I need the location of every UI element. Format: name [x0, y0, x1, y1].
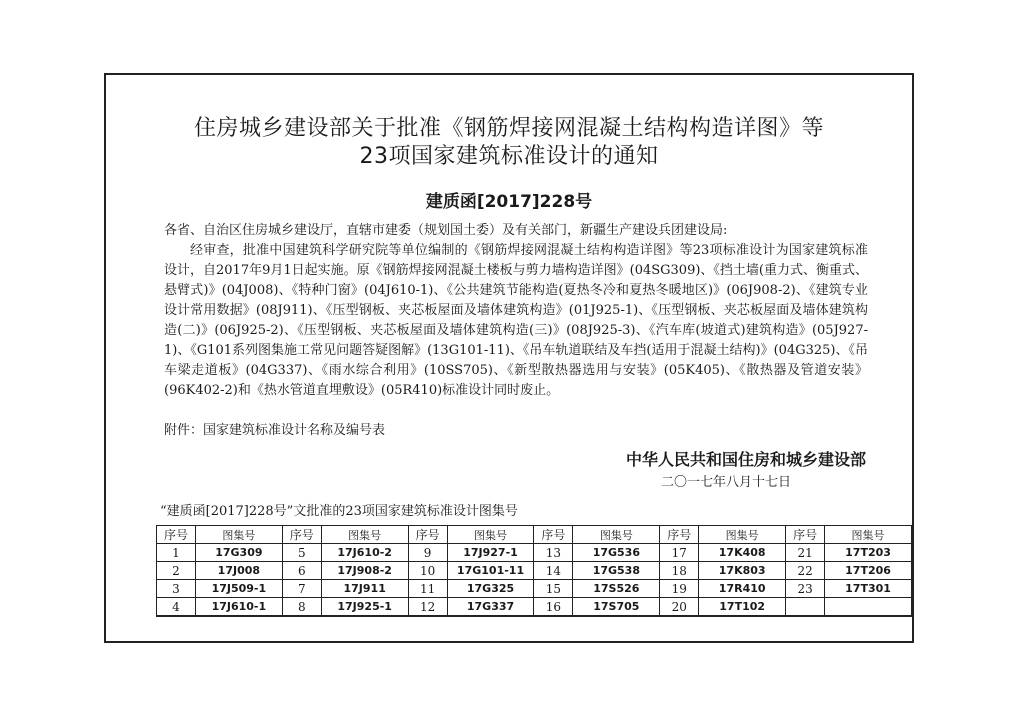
notice-title-line1: 住房城乡建设部关于批准《钢筋焊接网混凝土结构构造详图》等 — [193, 116, 824, 141]
atlas-number-table — [156, 525, 912, 617]
cell-code: 17J610-2 — [321, 544, 408, 562]
header-code: 图集号 — [825, 526, 912, 544]
cell-num: 9 — [408, 544, 447, 562]
cell-code: 17J911 — [321, 580, 408, 598]
cell-num — [786, 598, 825, 617]
notice-title — [106, 115, 912, 171]
cell-code: 17G337 — [447, 598, 534, 617]
cell-num: 20 — [660, 598, 699, 617]
cell-code: 17K803 — [699, 562, 786, 580]
header-num: 序号 — [786, 526, 825, 544]
table-row — [157, 598, 912, 617]
cell-code: 17T203 — [825, 544, 912, 562]
table-body — [157, 544, 912, 617]
cell-num: 8 — [282, 598, 321, 617]
cell-code: 17J925-1 — [321, 598, 408, 617]
cell-num: 7 — [282, 580, 321, 598]
cell-num: 3 — [157, 580, 196, 598]
cell-num: 6 — [282, 562, 321, 580]
cell-code: 17R410 — [699, 580, 786, 598]
cell-num: 4 — [157, 598, 196, 617]
addressee: 各省、自治区住房城乡建设厅，直辖市建委（规划国土委）及有关部门，新疆生产建设兵团建设局: — [164, 223, 728, 238]
header-num: 序号 — [534, 526, 573, 544]
cell-code: 17T206 — [825, 562, 912, 580]
table-header-row — [157, 526, 912, 544]
header-code: 图集号 — [195, 526, 282, 544]
cell-num: 11 — [408, 580, 447, 598]
notice-body: 经审查，批准中国建筑科学研究院等单位编制的《钢筋焊接网混凝土结构构造详图》等23项标准设计为国家建筑标准设计，自2017年9月1日起实施。原《钢筋焊接网混凝土楼板与剪力墙构造详图》(04SG309)、《挡土墙(重力式、衡重式、悬臂式)》(04J008)、《特种门窗》(04J610-1)、《公共建筑节能构造(夏热冬冷和夏热冬暖地区)》(06J908-2)、《建筑专业设计常用数据》(08J911)、《压型钢板、夹芯板屋面及墙体建筑构造》(01J925-1)、《压型钢板、夹芯板屋面及墙体建筑构造(二)》(06J925-2)、《压型钢板、夹芯板屋面及墙体建筑构造(三)》(08J925-3)、《汽车库(坡道式)建筑构造》(05J927-1)、《G101系列图集施工常见问题答疑图解》(13G101-11)、《吊车轨道联结及车挡(适用于混凝土结构)》(04G325)、《吊车梁走道板》(04G337)、《雨水综合利用》(10SS705)、《新型散热器选用与安装》(05K405)、《散热器及管道安装》(96K402-2)和《热水管道直埋敷设》(05R410)标准设计同时废止。 — [164, 243, 868, 398]
cell-num: 16 — [534, 598, 573, 617]
cell-num: 17 — [660, 544, 699, 562]
cell-code: 17G536 — [573, 544, 660, 562]
cell-code: 17S526 — [573, 580, 660, 598]
cell-num: 14 — [534, 562, 573, 580]
cell-code: 17G101-11 — [447, 562, 534, 580]
header-code: 图集号 — [699, 526, 786, 544]
cell-num: 18 — [660, 562, 699, 580]
cell-code: 17J008 — [195, 562, 282, 580]
cell-code: 17S705 — [573, 598, 660, 617]
cell-num: 10 — [408, 562, 447, 580]
cell-num: 15 — [534, 580, 573, 598]
cell-code: 17J610-1 — [195, 598, 282, 617]
header-code: 图集号 — [447, 526, 534, 544]
table-title: “建质函[2017]228号”文批准的23项国家建筑标准设计图集号 — [160, 504, 518, 519]
header-num: 序号 — [660, 526, 699, 544]
cell-code: 17G538 — [573, 562, 660, 580]
cell-code: 17G325 — [447, 580, 534, 598]
header-num: 序号 — [282, 526, 321, 544]
header-code: 图集号 — [321, 526, 408, 544]
attachment-note: 附件：国家建筑标准设计名称及编号表 — [164, 423, 386, 438]
cell-code: 17T301 — [825, 580, 912, 598]
header-num: 序号 — [408, 526, 447, 544]
cell-num: 12 — [408, 598, 447, 617]
header-num: 序号 — [157, 526, 196, 544]
cell-code: 17K408 — [699, 544, 786, 562]
cell-num: 2 — [157, 562, 196, 580]
cell-code: 17J927-1 — [447, 544, 534, 562]
table-row — [157, 562, 912, 580]
issuing-authority: 中华人民共和国住房和城乡建设部 — [625, 450, 866, 469]
cell-code: 17J509-1 — [195, 580, 282, 598]
cell-num: 1 — [157, 544, 196, 562]
table-row — [157, 580, 912, 598]
cell-num: 23 — [786, 580, 825, 598]
cell-num: 13 — [534, 544, 573, 562]
cell-code: 17G309 — [195, 544, 282, 562]
document-frame — [104, 73, 914, 643]
cell-num: 21 — [786, 544, 825, 562]
cell-num: 22 — [786, 562, 825, 580]
document-number: 建质函[2017]228号 — [425, 192, 593, 212]
cell-code: 17T102 — [699, 598, 786, 617]
notice-title-line2: 23项国家建筑标准设计的通知 — [359, 144, 659, 169]
cell-num: 19 — [660, 580, 699, 598]
header-code: 图集号 — [573, 526, 660, 544]
cell-code — [825, 598, 912, 617]
issue-date: 二〇一七年八月十七日 — [660, 475, 791, 490]
cell-code: 17J908-2 — [321, 562, 408, 580]
table-row — [157, 544, 912, 562]
cell-num: 5 — [282, 544, 321, 562]
